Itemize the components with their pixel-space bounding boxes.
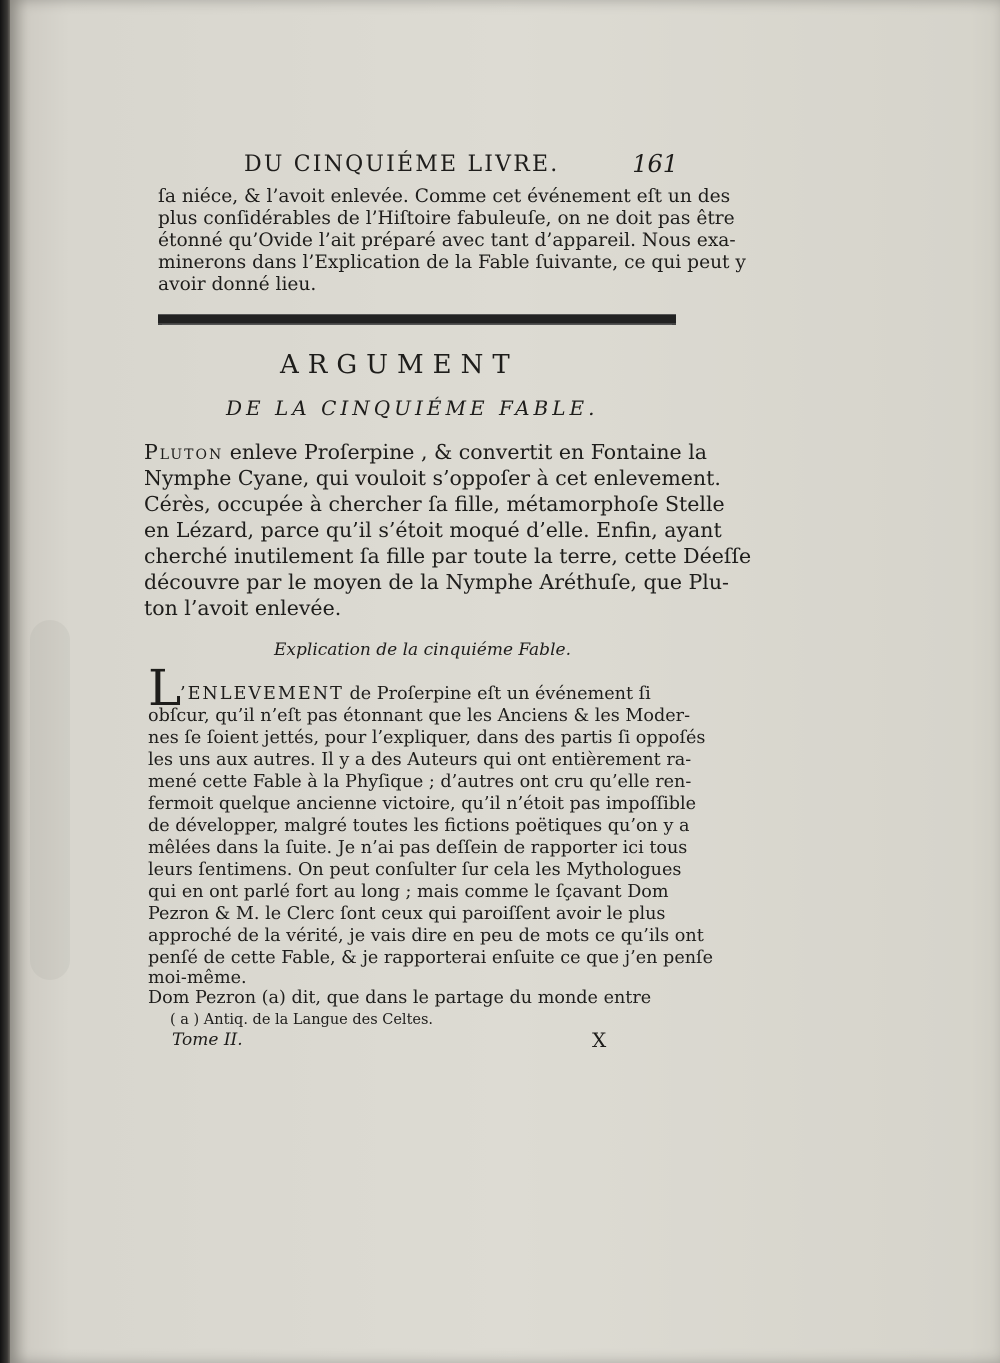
explication-line: mené cette Fable à la Phyſique ; d’autres ont cru qu’elle ren- — [148, 772, 692, 792]
argument-subtitle: DE LA CINQUIÉME FABLE. — [226, 396, 599, 420]
argument-line: Nymphe Cyane, qui vouloit s’oppoſer à cet enlevement. — [144, 466, 721, 490]
explication-first-word: ’ENLEVEMENT — [180, 684, 344, 704]
explication-first-line-rest: de Proſerpine eſt un événement ſi — [343, 684, 651, 704]
argument-line: cherché inutilement ſa fille par toute la terre, cette Déeſſe — [144, 544, 752, 568]
explication-line: de développer, malgré toutes les fictions poëtiques qu’on y a — [148, 816, 690, 836]
argument-first-line — [144, 440, 707, 464]
explication-line: fermoit quelque ancienne victoire, qu’il n’étoit pas impoſſible — [148, 794, 697, 814]
intro-line: ſa niéce, & l’avoit enlevée. Comme cet événement eſt un des — [158, 186, 731, 207]
running-head — [244, 148, 684, 184]
running-title: DU CINQUIÉME LIVRE. — [244, 152, 560, 177]
intro-line: étonné qu’Ovide l’ait préparé avec tant d’appareil. Nous exa- — [158, 230, 736, 251]
argument-title: ARGUMENT — [280, 350, 519, 380]
explication-line: mêlées dans la ſuite. Je n’ai pas deſſein de rapporter ici tous — [148, 838, 688, 858]
volume-signature: Tome II. — [172, 1030, 243, 1050]
argument-line: Cérès, occupée à chercher ſa fille, métamorphoſe Stelle — [144, 492, 725, 516]
explication-line: les uns aux autres. Il y a des Auteurs qui ont entièrement ra- — [148, 750, 692, 770]
footnote: ( a ) Antiq. de la Langue des Celtes. — [170, 1012, 434, 1028]
explication-line: Pezron & M. le Clerc ſont ceux qui paroiſſent avoir le plus — [148, 904, 666, 924]
argument-first-line-rest: enleve Proſerpine , & convertit en Fontaine la — [223, 440, 707, 464]
explication-heading: Explication de la cinquiéme Fable. — [274, 640, 571, 660]
explication-line: approché de la vérité, je vais dire en peu de mots ce qu’ils ont — [148, 926, 704, 946]
explication-line: moi-même. — [148, 968, 247, 988]
explication-line: obſcur, qu’il n’eſt pas étonnant que les Anciens & les Moder- — [148, 706, 691, 726]
intro-line: plus conſidérables de l’Hiſtoire fabuleuſe, on ne doit pas être — [158, 208, 735, 229]
argument-line: en Lézard, parce qu’il s’étoit moqué d’elle. Enfin, ayant — [144, 518, 722, 542]
intro-line: avoir donné lieu. — [158, 274, 317, 295]
explication-line: qui en ont parlé fort au long ; mais comme le ſçavant Dom — [148, 882, 669, 902]
drop-capital: L — [148, 659, 182, 717]
gathering-signature: X — [592, 1028, 607, 1052]
ornamental-rule-thin — [162, 324, 672, 325]
explication-first-line — [180, 684, 680, 704]
page-number: 161 — [632, 150, 678, 178]
explication-line: Dom Pezron (a) dit, que dans le partage du monde entre — [148, 988, 652, 1008]
explication-line: penſé de cette Fable, & je rapporterai enſuite ce que j’en penſe — [148, 948, 713, 968]
argument-line: découvre par le moyen de la Nymphe Aréthuſe, que Plu- — [144, 570, 729, 594]
argument-first-word: Pluton — [144, 440, 224, 464]
bleed-through-mark — [30, 620, 70, 980]
explication-line: nes ſe ſoient jettés, pour l’expliquer, dans des partis ſi oppoſés — [148, 728, 706, 748]
explication-line: leurs ſentimens. On peut conſulter ſur cela les Mythologues — [148, 860, 682, 880]
intro-line: minerons dans l’Explication de la Fable ſuivante, ce qui peut y — [158, 252, 746, 273]
argument-line: ton l’avoit enlevée. — [144, 596, 342, 620]
